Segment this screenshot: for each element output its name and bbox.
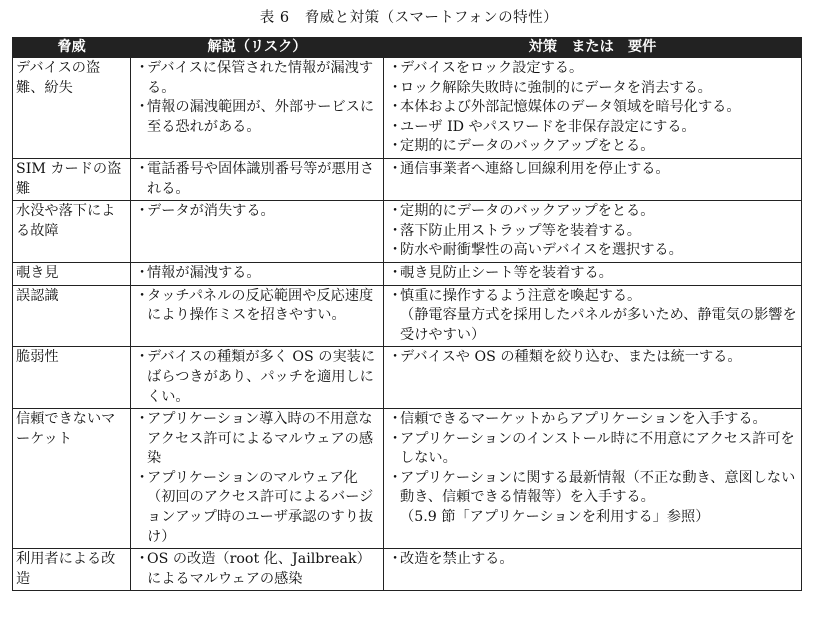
threat-cell: SIM カードの盗難 bbox=[13, 158, 131, 200]
measure-cell bbox=[384, 285, 802, 347]
measure-text: 慎重に操作するよう注意を喚起する。 bbox=[400, 287, 642, 304]
list-item bbox=[387, 98, 798, 118]
description-cell bbox=[131, 285, 384, 347]
bullet-mark: ・ bbox=[388, 118, 403, 135]
list-item bbox=[387, 410, 798, 430]
measure-text: 落下防止用ストラップ等を装着する。 bbox=[400, 222, 641, 239]
threat-cell: 覗き見 bbox=[13, 262, 131, 285]
bullet-mark: ・ bbox=[135, 60, 150, 76]
list-item bbox=[134, 264, 380, 284]
description-text: 情報が漏洩する。 bbox=[147, 264, 261, 281]
bullet-mark: ・ bbox=[388, 430, 403, 447]
measure-cell bbox=[384, 158, 802, 200]
measure-text: アプリケーションのインストール時に不用意にアクセス許可をしない。 bbox=[400, 430, 795, 467]
description-cell bbox=[131, 347, 384, 409]
bullet-mark: ・ bbox=[388, 222, 403, 239]
description-text: デバイスの種類が多く OS の実装にばらつきがあり、パッチを適用しにくい。 bbox=[147, 349, 376, 405]
measure-text: 信頼できるマーケットからアプリケーションを入手する。 bbox=[400, 411, 767, 428]
bullet-mark: ・ bbox=[388, 160, 403, 177]
measure-text: 本体および外部記憶媒体のデータ領域を暗号化する。 bbox=[400, 99, 741, 116]
description-cell bbox=[131, 58, 384, 159]
description-text: アプリケーション導入時の不用意なアクセス許可によるマルウェアの感染 bbox=[147, 411, 374, 467]
bullet-mark: ・ bbox=[135, 264, 150, 281]
threat-cell: 脆弱性 bbox=[13, 347, 131, 409]
measure-text: 改造を禁止する。 bbox=[400, 551, 514, 568]
table-row bbox=[13, 409, 802, 549]
list-item bbox=[134, 550, 380, 589]
threat-cell: 信頼できないマーケット bbox=[13, 409, 131, 549]
table-row bbox=[13, 262, 802, 285]
description-text: 情報の漏洩範囲が、外部サービスに至る恐れがある。 bbox=[147, 99, 375, 135]
table-row bbox=[13, 201, 802, 263]
threat-countermeasure-table bbox=[12, 37, 802, 591]
measure-text: デバイスをロック設定する。 bbox=[400, 60, 584, 76]
bullet-mark: ・ bbox=[388, 287, 403, 304]
description-cell bbox=[131, 262, 384, 285]
bullet-mark: ・ bbox=[388, 99, 403, 116]
header-measure: 対策 または 要件 bbox=[384, 38, 802, 58]
list-item bbox=[387, 222, 798, 242]
list-item bbox=[134, 469, 380, 547]
measure-text: 通信事業者へ連絡し回線利用を停止する。 bbox=[400, 160, 670, 177]
description-cell bbox=[131, 549, 384, 591]
measure-note: （5.9 節「アプリケーションを利用する」参照） bbox=[400, 509, 710, 526]
measure-cell bbox=[384, 347, 802, 409]
description-text: 電話番号や固体識別番号等が悪用される。 bbox=[147, 160, 375, 197]
measure-text: ユーザ ID やパスワードを非保存設定にする。 bbox=[400, 118, 696, 135]
measure-text: 防水や耐衝撃性の高いデバイスを選択する。 bbox=[400, 242, 683, 259]
list-item bbox=[387, 160, 798, 180]
table-caption: 表 6 脅威と対策（スマートフォンの特性） bbox=[259, 10, 559, 26]
list-item bbox=[134, 160, 380, 199]
measure-text: 覗き見防止シート等を装着する。 bbox=[400, 264, 613, 281]
table-row bbox=[13, 158, 802, 200]
bullet-mark: ・ bbox=[388, 349, 403, 366]
measure-text: ロック解除失敗時に強制的にデータを消去する。 bbox=[400, 79, 712, 96]
description-cell bbox=[131, 409, 384, 549]
list-item bbox=[387, 79, 798, 99]
list-item bbox=[387, 430, 798, 469]
header-threat: 脅威 bbox=[13, 38, 131, 58]
bullet-mark: ・ bbox=[388, 469, 403, 486]
list-item bbox=[387, 469, 798, 508]
description-text: タッチパネルの反応範囲や反応速度により操作ミスを招きやすい。 bbox=[147, 287, 374, 324]
threat-cell: デバイスの盗難、紛失 bbox=[13, 58, 131, 159]
measure-text: 定期的にデータのバックアップをとる。 bbox=[400, 138, 655, 155]
list-item bbox=[134, 98, 380, 137]
list-item bbox=[387, 118, 798, 138]
list-item bbox=[387, 241, 798, 261]
measure-cell bbox=[384, 409, 802, 549]
list-item bbox=[387, 59, 798, 79]
table-row bbox=[13, 347, 802, 409]
bullet-mark: ・ bbox=[388, 203, 403, 220]
bullet-mark: ・ bbox=[388, 138, 403, 155]
measure-text: 定期的にデータのバックアップをとる。 bbox=[400, 203, 655, 220]
bullet-mark: ・ bbox=[135, 287, 150, 304]
measure-text: アプリケーションに関する最新情報（不正な動き、意図しない動き、信頼できる情報等）を入手する。 bbox=[400, 469, 796, 506]
measure-cell bbox=[384, 549, 802, 591]
description-text: データが消失する。 bbox=[147, 203, 275, 220]
bullet-mark: ・ bbox=[135, 99, 150, 116]
description-text: アプリケーションのマルウェア化（初回のアクセス許可によるバージョンアップ時のユーザ承認のすり抜け） bbox=[147, 469, 374, 545]
list-item bbox=[387, 348, 798, 368]
table-header-row bbox=[13, 38, 802, 58]
description-cell bbox=[131, 158, 384, 200]
list-item bbox=[387, 202, 798, 222]
list-item bbox=[134, 348, 380, 407]
measure-note: （静電容量方式を採用したパネルが多いため、静電気の影響を受けやすい） bbox=[400, 307, 797, 343]
measure-text: デバイスや OS の種類を絞り込む、または統一する。 bbox=[400, 349, 742, 366]
bullet-mark: ・ bbox=[135, 349, 150, 366]
table-row bbox=[13, 58, 802, 159]
bullet-mark: ・ bbox=[388, 551, 403, 568]
table-row bbox=[13, 549, 802, 591]
table-row bbox=[13, 285, 802, 347]
bullet-mark: ・ bbox=[135, 411, 150, 428]
header-description: 解説（リスク） bbox=[131, 38, 384, 58]
threat-cell: 利用者による改造 bbox=[13, 549, 131, 591]
list-item bbox=[134, 410, 380, 469]
bullet-mark: ・ bbox=[135, 203, 150, 220]
description-text: OS の改造（root 化、Jailbreak）によるマルウェアの感染 bbox=[147, 551, 371, 587]
measure-cell bbox=[384, 262, 802, 285]
description-text: デバイスに保管された情報が漏洩する。 bbox=[147, 60, 374, 96]
bullet-mark: ・ bbox=[135, 469, 150, 486]
list-item bbox=[134, 202, 380, 222]
list-item bbox=[134, 59, 380, 98]
bullet-mark: ・ bbox=[388, 242, 403, 259]
threat-cell: 水没や落下による故障 bbox=[13, 201, 131, 263]
list-item bbox=[387, 137, 798, 157]
bullet-mark: ・ bbox=[135, 160, 150, 177]
list-item bbox=[134, 287, 380, 326]
measure-cell bbox=[384, 58, 802, 159]
description-cell bbox=[131, 201, 384, 263]
list-item bbox=[387, 264, 798, 284]
bullet-mark: ・ bbox=[135, 551, 150, 568]
bullet-mark: ・ bbox=[388, 411, 403, 428]
list-item bbox=[387, 550, 798, 570]
measure-cell bbox=[384, 201, 802, 263]
bullet-mark: ・ bbox=[388, 60, 403, 76]
list-item bbox=[387, 287, 798, 307]
bullet-mark: ・ bbox=[388, 264, 403, 281]
threat-cell: 誤認識 bbox=[13, 285, 131, 347]
bullet-mark: ・ bbox=[388, 79, 403, 96]
